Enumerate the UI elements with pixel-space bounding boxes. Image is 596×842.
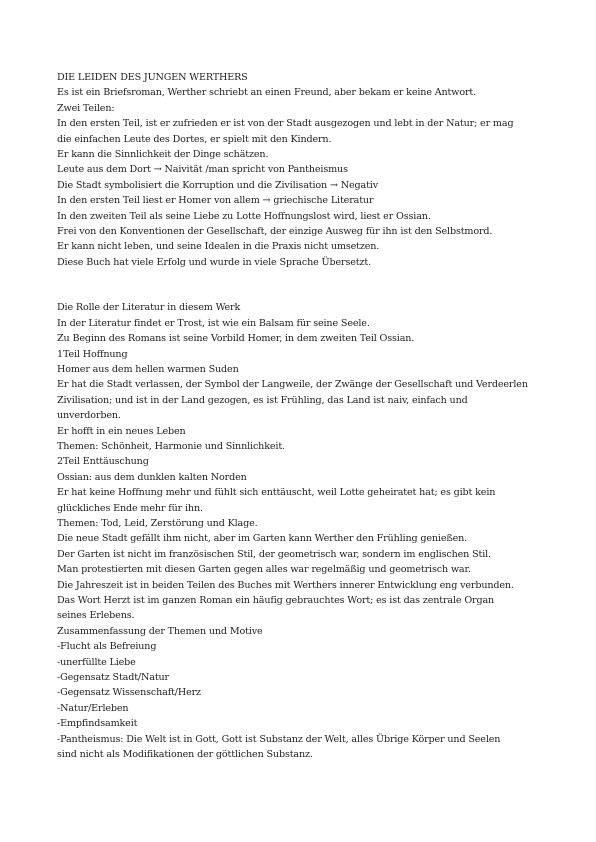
text-line: Die neue Stadt gefällt ihm nicht, aber im Garten kann Werther den Frühling genießen. (57, 533, 468, 545)
text-line: Er hat die Stadt verlassen, der Symbol der Langweile, der Zwänge der Gesellschaft und Verdeerlen (57, 379, 528, 391)
text-line: In den zweiten Teil als seine Liebe zu Lotte Hoffnungslost wird, liest er Ossian. (57, 210, 431, 222)
section-role-of-literature (57, 300, 557, 762)
text-line: die einfachen Leute des Dortes, er spielt mit den Kindern. (57, 133, 332, 145)
text-line: Das Wort Herzt ist im ganzen Roman ein häufig gebrauchtes Wort; es ist das zentrale Organ (57, 595, 495, 606)
text-line: Man protestierten mit diesen Garten gegen alles war regelmäßig und geometrisch war. (57, 564, 471, 576)
list-item: -Pantheismus: Die Welt ist in Gott, Gott ist Substanz der Welt, alles Übrige Körper und Seelen (57, 733, 501, 745)
section-werther-summary (57, 70, 557, 270)
text-line: glückliches Ende mehr für ihn. (57, 502, 203, 514)
text-line: unverdorben. (57, 410, 121, 422)
text-line: Der Garten ist nicht im französischen Stil, der geometrisch war, sondern im englischen Stil. (57, 548, 491, 560)
text-line: Diese Buch hat viele Erfolg und wurde in viele Sprache Übersetzt. (57, 256, 371, 268)
text-line: Die Jahreszeit ist in beiden Teilen des Buches mit Werthers innerer Entwicklung eng verbunden. (57, 579, 514, 591)
text-line: In den ersten Teil liest er Homer von allem → griechische Literatur (57, 195, 374, 207)
text-line: Themen: Schönheit, Harmonie und Sinnlichkeit. (57, 440, 285, 452)
text-line: Er kann nicht leben, und seine Idealen in die Praxis nicht umsetzen. (57, 241, 380, 253)
section-heading: Die Rolle der Literatur in diesem Werk (57, 302, 241, 314)
document-title: DIE LEIDEN DES JUNGEN WERTHERS (57, 72, 248, 83)
list-item: -Empfindsamkeit (57, 718, 138, 730)
text-line: Zwei Teilen: (57, 102, 115, 114)
list-item: -Gegensatz Stadt/Natur (57, 672, 169, 684)
text-line: Homer aus dem hellen warmen Suden (57, 363, 239, 375)
subheading-part-one: 1Teil Hoffnung (57, 348, 128, 360)
list-item: -Gegensatz Wissenschaft/Herz (57, 687, 201, 699)
text-line: Themen: Tod, Leid, Zerstörung und Klage. (57, 517, 258, 529)
text-line: In den ersten Teil, ist er zufrieden er ist von der Stadt ausgezogen und lebt in der Natur; er mag (57, 118, 514, 130)
summary-heading: Zusammenfassung der Themen und Motive (57, 625, 263, 637)
text-line: Zu Beginn des Romans ist seine Vorbild Homer, in dem zweiten Teil Ossian. (57, 333, 415, 345)
list-item: -Natur/Erleben (57, 702, 129, 714)
text-line: seines Erlebens. (57, 610, 135, 622)
list-item: -Flucht als Befreiung (57, 641, 157, 653)
text-line: In der Literatur findet er Trost, ist wie ein Balsam für seine Seele. (57, 317, 370, 329)
text-line: Leute aus dem Dort → Naivität /man spricht von Pantheismus (57, 164, 348, 176)
text-line: sind nicht als Modifikationen der göttlichen Substanz. (57, 749, 313, 761)
text-line: Ossian: aus dem dunklen kalten Norden (57, 471, 247, 483)
document-body (57, 70, 557, 762)
subheading-part-two: 2Teil Enttäuschung (57, 456, 149, 468)
text-line: Er kann die Sinnlichkeit der Dinge schätzen. (57, 149, 269, 161)
text-line: Er hat keine Hoffnung mehr und fühlt sich enttäuscht, weil Lotte geheiratet hat; es gibt kein (57, 487, 496, 499)
text-line: Es ist ein Briefsroman, Werther schriebt an einen Freund, aber bekam er keine Antwort. (57, 87, 476, 99)
text-line: Zivilisation; und ist in der Land gezogen, es ist Frühling, das Land ist naiv, einfach und (57, 394, 468, 406)
text-line: Die Stadt symbolisiert die Korruption und die Zivilisation → Negativ (57, 179, 378, 191)
section-spacer (57, 270, 557, 300)
list-item: -unerfüllte Liebe (57, 656, 136, 668)
text-line: Frei von den Konventionen der Gesellschaft, der einzige Ausweg für ihn ist den Selbstmord. (57, 226, 493, 238)
text-line: Er hofft in ein neues Leben (57, 425, 186, 437)
